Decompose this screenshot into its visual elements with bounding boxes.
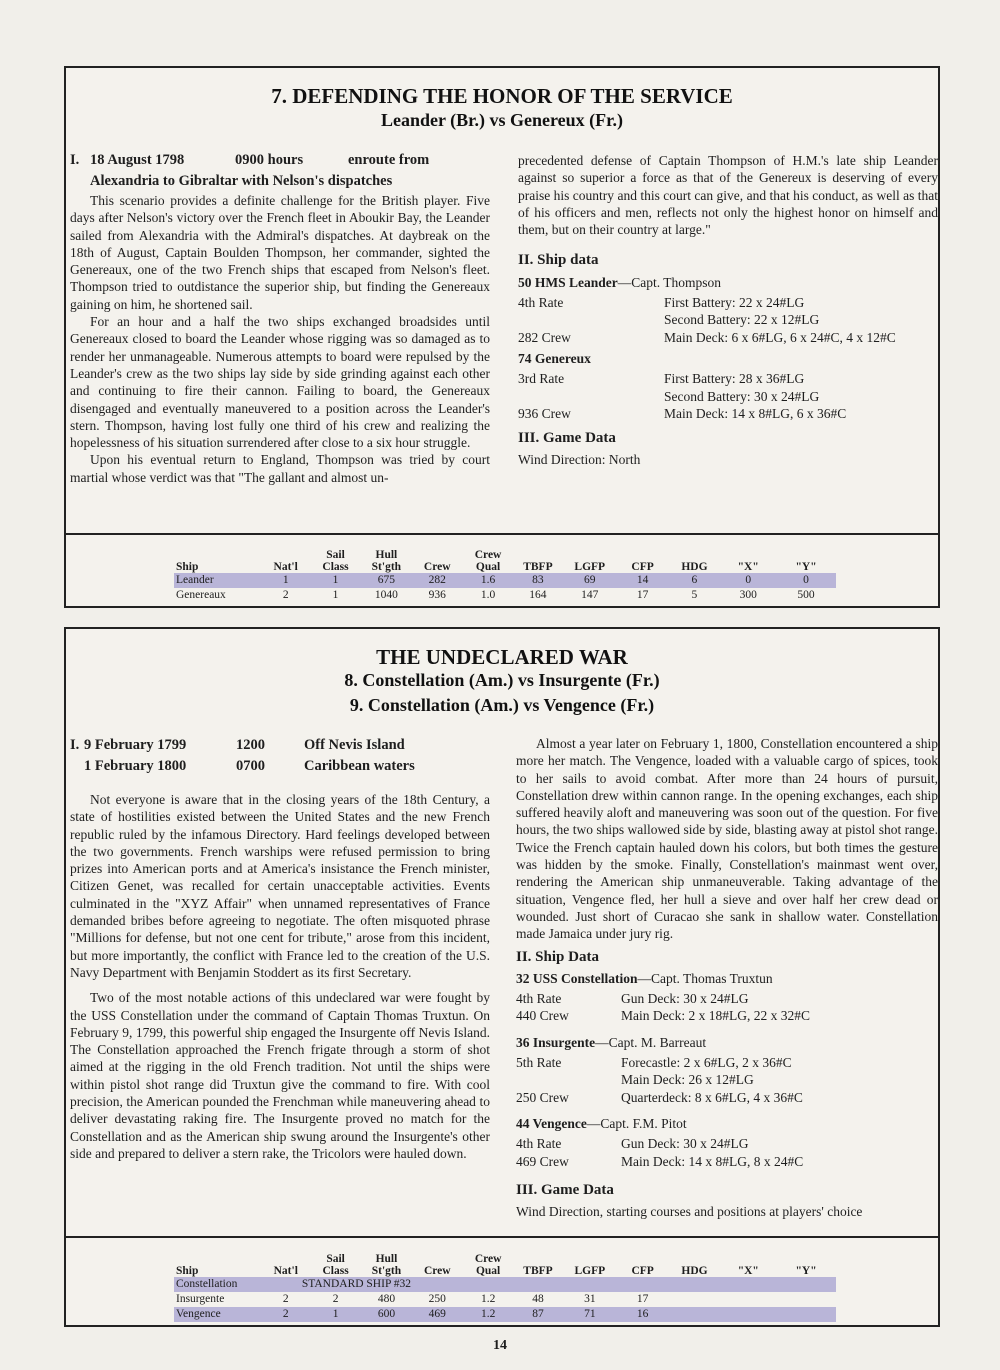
header-top	[669, 1253, 721, 1265]
stat-cell: 300	[739, 589, 757, 601]
header-bottom: Class	[322, 561, 349, 573]
scenario-8-right-column	[516, 735, 938, 1220]
header-bottom: Crew	[423, 561, 451, 573]
ship-cell: Constellation	[174, 1277, 262, 1292]
stat-cell: 6	[669, 573, 721, 588]
ship-entry	[518, 274, 938, 346]
header-top	[669, 549, 721, 561]
scenario-7-title: 7. DEFENDING THE HONOR OF THE SERVICE	[271, 84, 733, 108]
empty-cell	[463, 1277, 836, 1292]
scenario-8-text	[70, 791, 490, 1162]
ship-name: 36 Insurgente	[516, 1034, 596, 1050]
stat-cell	[776, 1292, 836, 1307]
header-top: Crew	[474, 1253, 502, 1265]
column-header	[776, 549, 836, 573]
ship-stat-right: Gun Deck: 30 x 24#LG	[621, 1136, 749, 1152]
ship-stat-row	[518, 311, 938, 328]
header-bottom: Nat'l	[273, 1265, 298, 1277]
column-header	[362, 1253, 412, 1277]
stat-cell: 500	[797, 589, 815, 601]
header-date-2: 1 February 1800	[84, 758, 187, 774]
stat-cell: 0	[776, 573, 836, 588]
page-number: 14	[493, 1338, 507, 1353]
table-row	[174, 1277, 836, 1292]
ship-data-heading: II. Ship Data	[516, 948, 599, 965]
ship-name: 74 Genereux	[518, 350, 591, 366]
stat-cell: 469	[411, 1307, 463, 1322]
header-time-2: 0700	[236, 758, 265, 774]
header-bottom: St'gth	[371, 1265, 402, 1277]
scenario-8-left-column	[70, 735, 490, 1162]
header-place: enroute from	[348, 152, 430, 168]
ship-entry	[516, 1034, 938, 1106]
stat-cell: 71	[563, 1307, 617, 1322]
ship-captain: —Capt. Thomas Truxtun	[637, 970, 773, 986]
header-top	[262, 1253, 310, 1265]
ship-stat-row	[518, 388, 938, 405]
stat-cell: 17	[636, 589, 649, 601]
column-header	[174, 1253, 262, 1277]
header-bottom: Class	[322, 1265, 349, 1277]
ship-entry	[516, 970, 938, 1025]
ship-stat-row	[516, 1054, 938, 1071]
header-top	[262, 549, 310, 561]
header-top	[563, 1253, 617, 1265]
ship-stat-right: Main Deck: 14 x 8#LG, 8 x 24#C	[621, 1153, 804, 1169]
header-top	[411, 1253, 463, 1265]
ship-data-heading: II. Ship data	[518, 252, 599, 269]
header-bottom: "Y"	[795, 1265, 817, 1277]
column-header	[262, 1253, 310, 1277]
game-data-heading: III. Game Data	[518, 430, 616, 447]
ship-stat-right: Gun Deck: 30 x 24#LG	[621, 991, 749, 1007]
stat-cell: 1	[262, 573, 310, 588]
stat-cell: 1.6	[463, 573, 513, 588]
stat-cell: 1	[332, 589, 339, 601]
game-data-heading: III. Game Data	[516, 1181, 614, 1198]
header-top	[617, 549, 669, 561]
column-header	[310, 1253, 362, 1277]
ship-stat-left: 4th Rate	[516, 1136, 562, 1152]
vengence-paragraph: Almost a year later on February 1, 1800, Constellation encountered a ship more her match. The Vengence, loaded with a valuable cargo of spices, took to her sails to avoid combat. After more than 24 hours of pursuit, Constellation drew within cannon range. In the opening exchanges, each ship suffered heavily aloft and maneuvering was soon out of the question. For five hours, the two ships wallowed side by side, blasting away at pistol shot range. Twice the French captain hauled down his colors, but both times the gesture was hidden by the smoke. Finally, Constellation's mainmast went over, rendering the American ship unmaneuverable. Taking advantage of the situation, Vengence fled, her hull a sieve and over half her crew dead or wounded. Just short of Curacao she sank in shallow water. Constellation made Jamaica under jury rig.	[516, 736, 938, 942]
ship-cell: Leander	[174, 573, 262, 588]
ship-stats-table	[174, 1253, 836, 1322]
header-time: 0900 hours	[235, 152, 304, 168]
stat-cell: 675	[361, 573, 411, 588]
header-top	[720, 549, 776, 561]
ship-stat-row	[516, 990, 938, 1007]
header-top: Sail	[326, 549, 345, 561]
ship-stat-row	[518, 329, 938, 346]
column-header	[310, 549, 362, 573]
table-row	[174, 573, 836, 588]
header-top: Hull	[375, 549, 398, 561]
ship-name: 32 USS Constellation	[516, 970, 638, 986]
column-header	[361, 549, 411, 573]
ship-stat-left	[518, 311, 664, 328]
column-header	[411, 1253, 463, 1277]
header-place-1: Off Nevis Island	[304, 737, 405, 753]
header-top	[563, 549, 617, 561]
scenario-7-text	[70, 192, 490, 486]
header-date-1: 9 February 1799	[84, 737, 187, 753]
header-date: 18 August 1798	[90, 152, 185, 168]
header-top	[411, 549, 463, 561]
ship-stats-table	[174, 549, 836, 603]
table-header-row	[174, 1253, 836, 1277]
header-bottom: TBFP	[523, 1265, 553, 1277]
column-header	[563, 549, 617, 573]
header-bottom: LGFP	[574, 1265, 606, 1277]
column-header	[513, 549, 563, 573]
stat-cell: 1.2	[480, 1293, 496, 1305]
ship-stat-left: 250 Crew	[516, 1089, 569, 1105]
stat-cell: 14	[617, 573, 669, 588]
ship-stat-row	[516, 1071, 938, 1088]
body-paragraph: Two of the most notable actions of this undeclared war were fought by the USS Constellation under the command of Captain Thomas Truxtun. On February 9, 1799, this powerful ship engaged the Insurgente off Nevis Island. The Constellation approached the French frigate through a storm of shot aimed at the rigging in the old French tradition. Not until the ships were within pistol shot range did Truxtun give the command to fire. With cool precision, the American pounded the Frenchman while maneuvering ahead to deliver devastating raking fire. The Insurgente proved no match for the Constellation and as the American ship swung around the Insurgente's other side and prepared to deliver a stern rake, the Tricolors were hauled down.	[70, 990, 490, 1161]
ship-name: 50 HMS Leander	[518, 274, 618, 290]
header-bottom: CFP	[631, 561, 654, 573]
ship-stat-left: 4th Rate	[518, 295, 564, 311]
body-paragraph: Upon his eventual return to England, Thompson was tried by court martial whose verdict was that "The gallant and almost un-	[70, 452, 490, 485]
scenario-8-9-box	[64, 627, 940, 1327]
stat-cell: 17	[636, 1293, 649, 1305]
game-data-text: Wind Direction, starting courses and positions at players' choice	[516, 1204, 863, 1220]
stat-cell: 936	[428, 589, 446, 601]
scenario-7-box	[64, 66, 940, 608]
header-top	[776, 549, 836, 561]
ship-stat-right: Main Deck: 2 x 18#LG, 22 x 32#C	[621, 1008, 810, 1024]
ship-data-list	[516, 970, 938, 1170]
ship-stat-row	[518, 294, 938, 311]
column-header	[669, 549, 721, 573]
stat-cell: 1.0	[480, 589, 496, 601]
column-header	[463, 549, 513, 573]
stat-cell: 48	[532, 1293, 544, 1305]
header-top: Hull	[375, 1253, 398, 1265]
stat-cell: 1.2	[463, 1307, 513, 1322]
header-bottom: CFP	[631, 1265, 654, 1277]
stat-cell: 164	[529, 589, 547, 601]
ship-captain: —Capt. M. Barreaut	[595, 1034, 707, 1050]
header-top	[720, 1253, 776, 1265]
stat-cell: 1040	[374, 589, 398, 601]
header-bottom: Ship	[176, 561, 199, 573]
scenario-8-ship-table	[66, 1236, 938, 1327]
stat-cell: 83	[513, 573, 563, 588]
body-paragraph: Not everyone is aware that in the closing years of the 18th Century, a state of hostilities existed between the United States and the new French republic ruled by the infamous Directory. Hard feelings developed between the two governments. French warships were refused permission to bring prizes into American ports and at America's insistance the French minister, Citizen Genet, was recalled for certain unacceptable activities. Events culminated in the "XYZ Affair" when unnamed representatives of France demanded bribes before agreeing to negotiate. The often misquoted phrase "Millions for defense, but not one cent for tribute," arose from this incident, but more importantly, the conflict with France led to the creation of the U.S. Navy Department with Benjamin Stoddert as its first Secretary.	[70, 792, 490, 980]
scenario-7-right-column	[518, 152, 938, 469]
verdict-paragraph: precedented defense of Captain Thompson of H.M.'s late ship Leander against so superior a force as that of the Genereux is deserving of every praise his country and this court can give, and that his conduct, as well as that of his officers and men, reflects not only the highest honor on himself and them, but on their country at large."	[518, 153, 938, 238]
stat-cell: 2	[262, 1307, 310, 1322]
scenario-7-subtitle: Leander (Br.) vs Genereux (Fr.)	[381, 110, 623, 130]
table-row	[174, 588, 836, 603]
stat-cell: 600	[362, 1307, 412, 1322]
header-bottom: TBFP	[523, 561, 553, 573]
scenario-7-left-column	[70, 150, 490, 486]
stat-cell: 69	[563, 573, 617, 588]
scenario-8-subtitle: 8. Constellation (Am.) vs Insurgente (Fr.)	[344, 670, 660, 690]
stat-cell: 1	[310, 573, 362, 588]
header-bottom: St'gth	[371, 561, 402, 573]
body-paragraph: For an hour and a half the two ships exchanged broadsides until Genereaux closed to board the Leander whose rigging was so damaged as to render her unmanageable. Numerous attempts to board were repulsed by the Leander's crew as the two ships lay side by side grinding against each other and continuing to fire their cannon. Failing to board, the Genereaux disengaged and eventually maneuvered to a position across the Leander's stern. Thompson, having lost fully one third of his crew and realizing the hopelessness of his situation surrendered after close to a six hour struggle.	[70, 314, 490, 451]
column-header	[563, 1253, 617, 1277]
header-time-1: 1200	[236, 737, 265, 753]
column-header	[669, 1253, 721, 1277]
ship-stat-right: Second Battery: 30 x 24#LG	[664, 388, 820, 404]
header-top: Crew	[474, 549, 502, 561]
table-row	[174, 1307, 836, 1322]
stat-cell	[776, 1307, 836, 1322]
stat-cell: 2	[282, 589, 289, 601]
column-header	[411, 549, 463, 573]
ship-stat-row	[516, 1135, 938, 1152]
ship-stat-row	[518, 405, 938, 422]
header-top	[513, 1253, 563, 1265]
ship-stat-left: 936 Crew	[518, 405, 571, 421]
header-top	[176, 549, 262, 561]
ship-stat-row	[516, 1153, 938, 1170]
header-top: Sail	[326, 1253, 345, 1265]
ship-title	[518, 274, 938, 291]
scenario-7-ship-table	[66, 533, 938, 608]
header-bottom: HDG	[681, 1265, 708, 1277]
column-header	[513, 1253, 563, 1277]
game-data-text: Wind Direction: North	[518, 452, 641, 468]
ship-stat-row	[516, 1007, 938, 1024]
stat-cell: 1	[310, 1307, 362, 1322]
ship-stat-left: 5th Rate	[516, 1055, 562, 1071]
standard-ship-cell: STANDARD SHIP #32	[262, 1277, 463, 1292]
stat-cell	[669, 1307, 721, 1322]
ship-stat-left	[516, 1071, 621, 1088]
column-header	[776, 1253, 836, 1277]
header-bottom: Qual	[475, 561, 501, 573]
ship-stat-right: Second Battery: 22 x 12#LG	[664, 312, 820, 328]
ship-title	[516, 1115, 938, 1132]
ship-stat-right: Quarterdeck: 8 x 6#LG, 4 x 36#C	[621, 1089, 803, 1105]
scenario-8-header	[70, 735, 490, 777]
ship-stat-left: 469 Crew	[516, 1153, 569, 1169]
stat-cell	[669, 1292, 721, 1307]
ship-entry	[518, 350, 938, 422]
ship-stat-right: First Battery: 22 x 24#LG	[664, 295, 805, 311]
stat-cell: 0	[720, 573, 776, 588]
ship-captain: —Capt. Thompson	[617, 274, 722, 290]
ship-stat-left	[518, 388, 664, 405]
header-top	[617, 1253, 669, 1265]
column-header	[617, 549, 669, 573]
stat-cell: 31	[584, 1293, 596, 1305]
ship-data-list	[518, 274, 938, 422]
ship-stat-row	[518, 370, 938, 387]
stat-cell: 87	[513, 1307, 563, 1322]
stat-cell: 2	[282, 1293, 289, 1305]
stat-cell: 147	[581, 589, 599, 601]
column-header	[720, 549, 776, 573]
ship-stat-left: 4th Rate	[516, 991, 562, 1007]
ship-cell: Genereaux	[176, 589, 226, 601]
ship-stat-right: Main Deck: 14 x 8#LG, 6 x 36#C	[664, 405, 847, 421]
header-bottom: "X"	[737, 1265, 759, 1277]
ship-title	[516, 970, 938, 987]
ship-stat-row	[516, 1089, 938, 1106]
stat-cell: 480	[377, 1293, 396, 1305]
header-bottom: Nat'l	[273, 561, 298, 573]
ship-stat-left: 3rd Rate	[518, 371, 565, 387]
body-paragraph: This scenario provides a definite challenge for the British player. Five days after Nelson's victory over the French fleet in Aboukir Bay, the Leander sailed from Alexandria with the Admiral's dispatches. At daybreak on the 18th of August, Captain Boulden Thompson, her commander, sighted the Genereaux, one of the two French ships that escaped from Nelson's fleet. Thompson tried to outdistance the superior ship, but finding the Genereaux gaining on him, he shortened sail.	[70, 193, 490, 312]
header-top	[513, 549, 563, 561]
ship-stat-left: 440 Crew	[516, 1008, 569, 1024]
stat-cell: 282	[411, 573, 463, 588]
ship-cell: Vengence	[174, 1307, 262, 1322]
header-bottom: "Y"	[795, 561, 817, 573]
undeclared-war-title: THE UNDECLARED WAR	[376, 645, 628, 669]
stat-cell: 16	[617, 1307, 669, 1322]
header-bottom: Crew	[423, 1265, 451, 1277]
header-bottom: "X"	[737, 561, 759, 573]
scenario-7-header	[70, 150, 490, 192]
ship-stat-left: 282 Crew	[518, 329, 571, 345]
ship-title	[516, 1034, 938, 1051]
header-top	[176, 1253, 262, 1265]
header-route: Alexandria to Gibraltar with Nelson's dispatches	[90, 173, 393, 189]
ship-title	[518, 350, 938, 367]
ship-stat-right: First Battery: 28 x 36#LG	[664, 371, 805, 387]
header-top	[776, 1253, 836, 1265]
header-num: I.	[70, 152, 80, 168]
column-header	[617, 1253, 669, 1277]
ship-stat-right: Forecastle: 2 x 6#LG, 2 x 36#C	[621, 1055, 792, 1071]
column-header	[174, 549, 262, 573]
column-header	[720, 1253, 776, 1277]
stat-cell: 5	[691, 589, 698, 601]
table-header-row	[174, 549, 836, 573]
column-header	[262, 549, 310, 573]
scenario-9-subtitle: 9. Constellation (Am.) vs Vengence (Fr.)	[349, 695, 655, 715]
ship-stat-right: Main Deck: 26 x 12#LG	[621, 1072, 754, 1088]
header-place-2: Caribbean waters	[304, 758, 415, 774]
stat-cell: 2	[332, 1293, 339, 1305]
ship-name: 44 Vengence	[516, 1115, 587, 1131]
header-bottom: HDG	[681, 561, 708, 573]
ship-entry	[516, 1115, 938, 1170]
table-row	[174, 1292, 836, 1307]
stat-cell: 250	[428, 1293, 446, 1305]
ship-captain: —Capt. F.M. Pitot	[586, 1115, 687, 1131]
header-bottom: LGFP	[574, 561, 606, 573]
ship-stat-right: Main Deck: 6 x 6#LG, 6 x 24#C, 4 x 12#C	[664, 329, 896, 345]
ship-cell: Insurgente	[176, 1293, 225, 1305]
header-num: I.	[70, 737, 80, 753]
header-bottom: Qual	[475, 1265, 501, 1277]
header-bottom: Ship	[176, 1265, 199, 1277]
column-header	[463, 1253, 513, 1277]
stat-cell	[720, 1292, 776, 1307]
stat-cell	[720, 1307, 776, 1322]
